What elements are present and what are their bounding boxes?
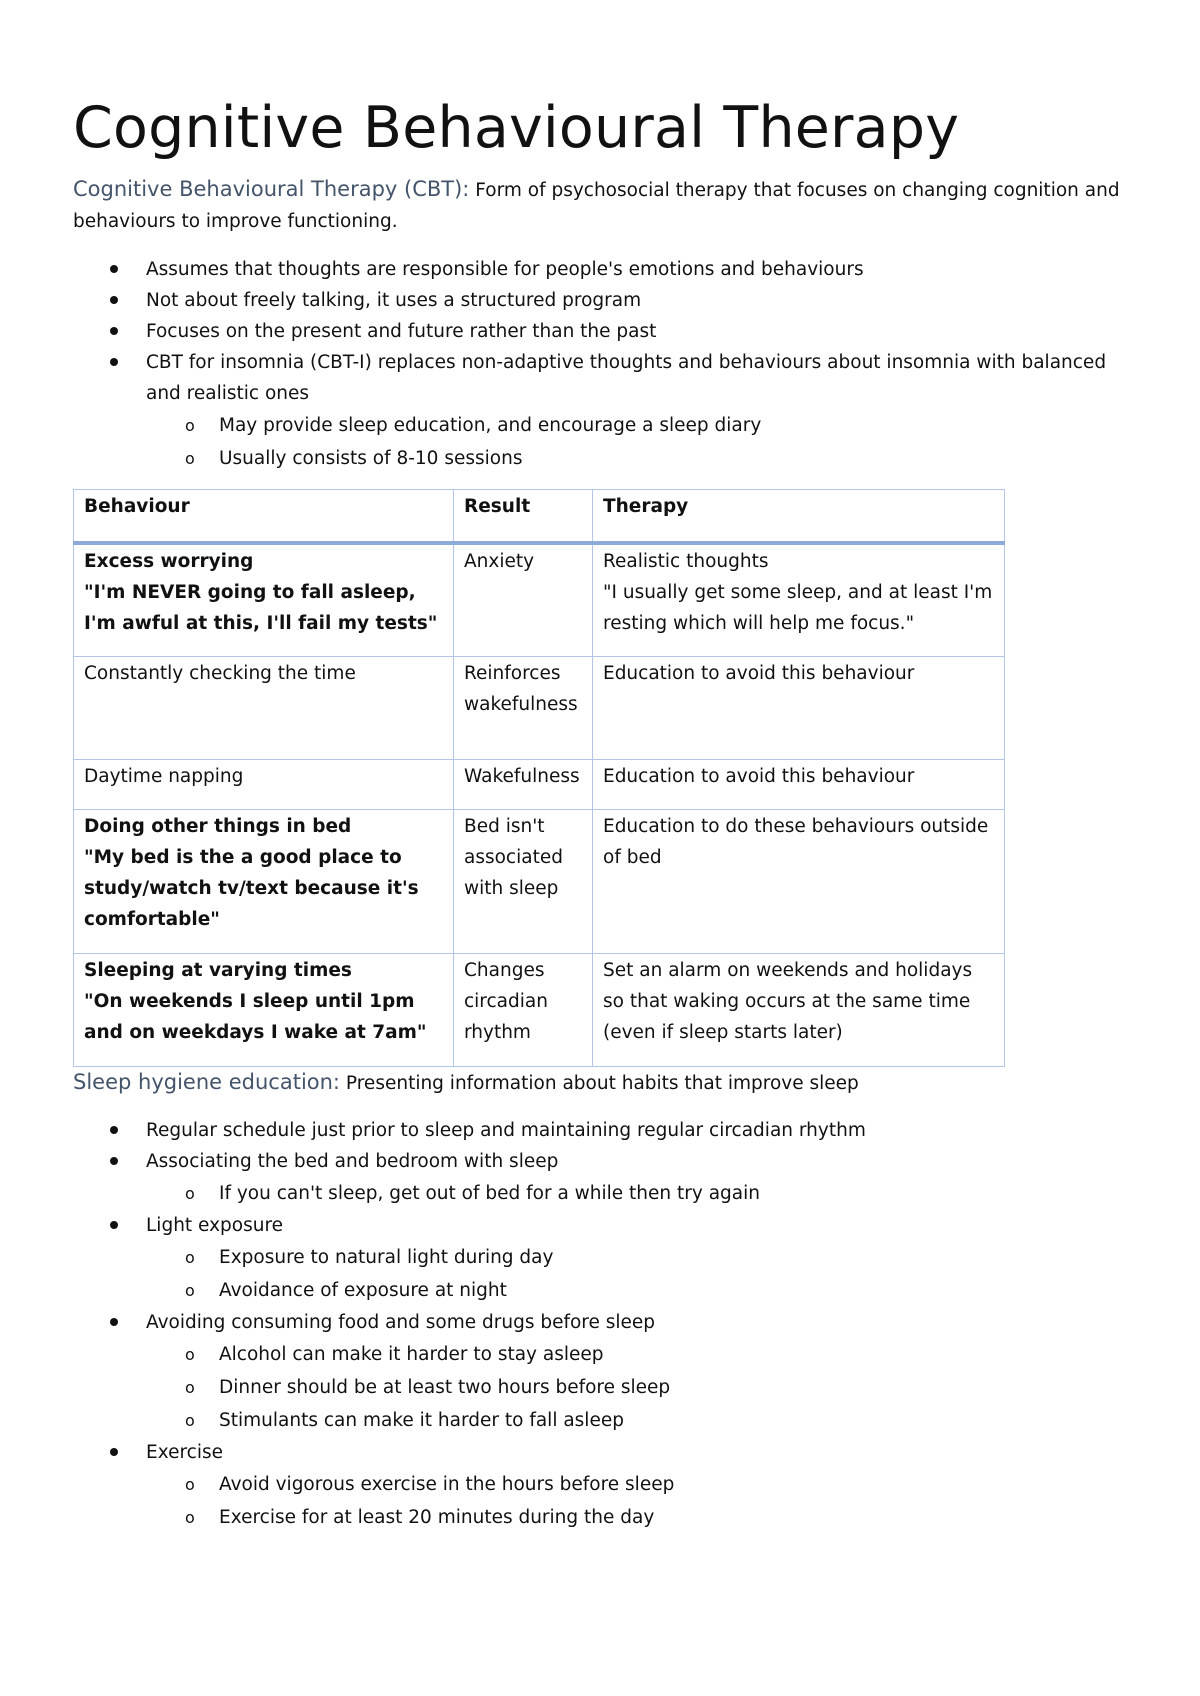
therapy-cell: Education to do these behaviours outside of bed bbox=[593, 809, 1005, 953]
list-item: Not about freely talking, it uses a structured program bbox=[73, 285, 1133, 316]
result-cell: Reinforces wakefulness bbox=[454, 656, 593, 759]
cbt-definition bbox=[73, 174, 1133, 237]
header-behaviour: Behaviour bbox=[74, 490, 454, 544]
cbt-definition-text: Form of psychosocial therapy that focuses on changing cognition and behaviours to improve functioning. bbox=[73, 180, 1120, 232]
list-item: Associating the bed and bedroom with sleep bbox=[73, 1146, 1133, 1177]
result-cell: Anxiety bbox=[454, 543, 593, 656]
behaviour-name: Doing other things in bed bbox=[84, 815, 352, 837]
sub-list-item: o Exercise for at least 20 minutes during the day bbox=[73, 1501, 1133, 1534]
behaviour-cell: Constantly checking the time bbox=[74, 656, 454, 759]
result-cell: Changes circadian rhythm bbox=[454, 953, 593, 1066]
header-result: Result bbox=[454, 490, 593, 544]
sub-list-item: o Avoidance of exposure at night bbox=[73, 1274, 1133, 1307]
sub-list-item: o Usually consists of 8-10 sessions bbox=[73, 442, 1133, 475]
sub-list-item: o Dinner should be at least two hours before sleep bbox=[73, 1371, 1133, 1404]
table-row bbox=[74, 543, 1005, 656]
sub-list-item: o Stimulants can make it harder to fall asleep bbox=[73, 1404, 1133, 1437]
behaviour-cell: Daytime napping bbox=[74, 759, 454, 809]
list-item: Regular schedule just prior to sleep and maintaining regular circadian rhythm bbox=[73, 1115, 1133, 1146]
therapy-quote: "I usually get some sleep, and at least I'm resting which will help me focus." bbox=[603, 582, 993, 634]
therapy-text: Realistic thoughts bbox=[603, 551, 769, 572]
sub-list-item: o Avoid vigorous exercise in the hours before sleep bbox=[73, 1468, 1133, 1501]
therapy-cell: Education to avoid this behaviour bbox=[593, 656, 1005, 759]
list-item: Avoiding consuming food and some drugs before sleep bbox=[73, 1307, 1133, 1338]
list-item: CBT for insomnia (CBT-I) replaces non-adaptive thoughts and behaviours about insomnia with balanced and realistic ones bbox=[73, 347, 1133, 409]
behaviour-cell bbox=[74, 809, 454, 953]
behaviour-quote: "My bed is the a good place to study/watch tv/text because it's comfortable" bbox=[84, 846, 419, 930]
cbt-points-list bbox=[73, 254, 1133, 475]
hygiene-points-list bbox=[73, 1115, 1133, 1534]
behaviour-cell bbox=[74, 543, 454, 656]
behaviour-name: Excess worrying bbox=[84, 551, 254, 572]
table-row bbox=[74, 953, 1005, 1066]
document-title: Cognitive Behavioural Therapy bbox=[73, 95, 960, 161]
hygiene-definition-text: Presenting information about habits that improve sleep bbox=[345, 1072, 859, 1094]
list-item: Exercise bbox=[73, 1437, 1133, 1468]
sub-list-item: o Exposure to natural light during day bbox=[73, 1241, 1133, 1274]
hygiene-term: Sleep hygiene education: bbox=[73, 1069, 341, 1094]
sub-list-item: o May provide sleep education, and encourage a sleep diary bbox=[73, 409, 1133, 442]
sub-list-item: o If you can't sleep, get out of bed for a while then try again bbox=[73, 1177, 1133, 1210]
document-page bbox=[73, 92, 1133, 1534]
therapy-cell: Education to avoid this behaviour bbox=[593, 759, 1005, 809]
therapy-cell bbox=[593, 543, 1005, 656]
result-cell: Wakefulness bbox=[454, 759, 593, 809]
list-item: Focuses on the present and future rather than the past bbox=[73, 316, 1133, 347]
hygiene-definition bbox=[73, 1067, 1133, 1099]
table-header-row bbox=[74, 490, 1005, 544]
header-therapy: Therapy bbox=[593, 490, 1005, 544]
table-row bbox=[74, 656, 1005, 759]
behaviour-quote: "On weekends I sleep until 1pm and on weekdays I wake at 7am" bbox=[84, 990, 427, 1043]
therapy-cell: Set an alarm on weekends and holidays so that waking occurs at the same time (even if sleep starts later) bbox=[593, 953, 1005, 1066]
list-item: Assumes that thoughts are responsible for people's emotions and behaviours bbox=[73, 254, 1133, 285]
behaviour-cell bbox=[74, 953, 454, 1066]
behaviour-name: Sleeping at varying times bbox=[84, 959, 352, 981]
result-cell: Bed isn't associated with sleep bbox=[454, 809, 593, 953]
table-row bbox=[74, 759, 1005, 809]
sub-list-item: o Alcohol can make it harder to stay asleep bbox=[73, 1338, 1133, 1371]
cbt-term: Cognitive Behavioural Therapy (CBT): bbox=[73, 177, 470, 201]
behaviour-table bbox=[73, 489, 1005, 1067]
list-item: Light exposure bbox=[73, 1210, 1133, 1241]
behaviour-quote: "I'm NEVER going to fall asleep, I'm awful at this, I'll fail my tests" bbox=[84, 582, 438, 634]
table-row bbox=[74, 809, 1005, 953]
